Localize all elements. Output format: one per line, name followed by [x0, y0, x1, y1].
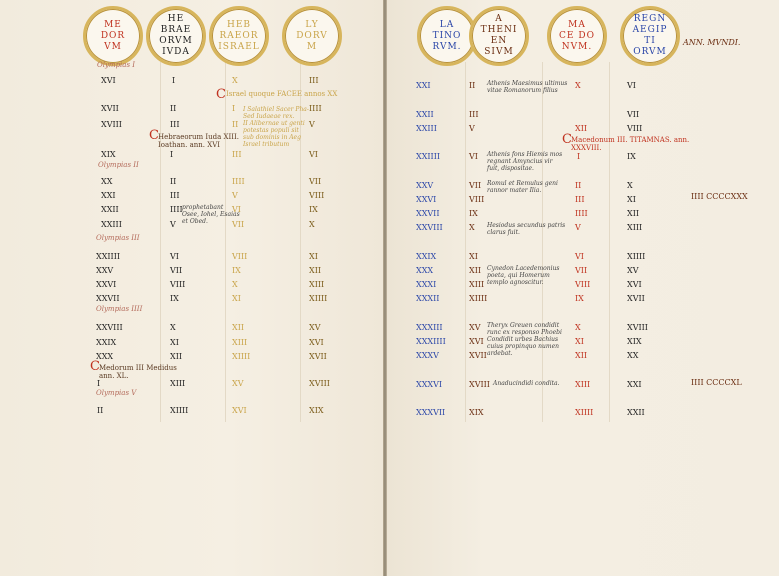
athens-year: X: [469, 223, 475, 232]
column-rule: [225, 62, 226, 422]
athens-year: V: [469, 124, 475, 133]
macedonia-year: VIII: [575, 280, 591, 289]
athens-year: XVI: [469, 337, 484, 346]
lydia-year: XII: [309, 266, 322, 275]
egypt-year: XIX: [627, 337, 642, 346]
judah-year: VIII: [170, 280, 186, 289]
macedonia-year: VI: [575, 252, 584, 261]
egypt-year: XVIII: [627, 323, 648, 332]
israel-year: II: [232, 120, 239, 129]
judah-year: XII: [170, 352, 183, 361]
egypt-year: XXI: [627, 380, 642, 389]
israel-year: XIIII: [232, 352, 251, 361]
medes-year: XXV: [96, 266, 114, 275]
macedonia-year: II: [575, 181, 582, 190]
olympiad-label: Olympias I: [97, 61, 136, 69]
lydia-year: IIII: [309, 104, 322, 113]
medes-year: I: [97, 379, 101, 388]
macedonia-year: V: [575, 223, 581, 232]
egypt-year: IX: [627, 152, 636, 161]
lydia-year: III: [309, 76, 319, 85]
macedonia-year: IIII: [575, 209, 588, 218]
macedonia-year: I: [577, 152, 581, 161]
lydia-year: XIX: [309, 406, 324, 415]
egypt-year: XI: [627, 195, 636, 204]
medes-year: XXVII: [96, 294, 120, 303]
ann-mundi-heading: ANN. MVNDI.: [683, 38, 741, 47]
medes-head: Medorum III Medidus ann. XL.: [99, 364, 177, 380]
egypt-year: XII: [627, 209, 640, 218]
medallion-hebrews-judah: HE BRAE ORVM IVDA: [146, 6, 206, 66]
judah-year: XIII: [170, 379, 186, 388]
macedonia-year: III: [575, 195, 585, 204]
medallion-egypt: REGN AEGIP TI ORVM: [620, 6, 680, 66]
medes-year: XXVI: [96, 280, 117, 289]
macedonia-year: XII: [575, 351, 588, 360]
israel-year: VII: [232, 220, 245, 229]
athens-year: XIX: [469, 408, 484, 417]
israel-year: VIII: [232, 252, 248, 261]
medallion-latins: LA TINO RVM.: [417, 6, 477, 66]
ann-mundi-value: IIII CCCCXXX: [691, 192, 748, 201]
lydia-year: XI: [309, 252, 318, 261]
egypt-year: XIIII: [627, 252, 646, 261]
latin-year: XXVII: [416, 209, 440, 218]
initial-capital: C: [90, 359, 100, 374]
israel-year: III: [232, 150, 242, 159]
egypt-year: VIII: [627, 124, 643, 133]
medes-year: XX: [101, 177, 113, 186]
latin-year: XXV: [416, 181, 434, 190]
medallion-macedonians: MA CE DO NVM.: [547, 6, 607, 66]
latin-year: XXXI: [416, 280, 437, 289]
latin-year: XXXIIII: [416, 337, 446, 346]
egypt-year: VII: [627, 110, 640, 119]
medes-year: XXVIII: [96, 323, 123, 332]
macedonia-year: X: [575, 81, 581, 90]
israel-year: XI: [232, 294, 241, 303]
macedonia-year: XII: [575, 124, 588, 133]
egypt-year: XXII: [627, 408, 645, 417]
lydia-year: XVIII: [309, 379, 330, 388]
judah-year: II: [170, 104, 177, 113]
column-rule: [465, 62, 466, 422]
latin-year: XXXII: [416, 294, 440, 303]
macedonia-year: XI: [575, 337, 584, 346]
medes-year: II: [97, 406, 104, 415]
athens-year: VI: [469, 152, 478, 161]
egypt-year: XIII: [627, 223, 643, 232]
egypt-year: VI: [627, 81, 636, 90]
athens-note: Cynedon Lacedemonius poeta, qui Homerum templo agnoscitur.: [487, 265, 560, 286]
latin-year: XXII: [416, 110, 434, 119]
athens-year: IX: [469, 209, 478, 218]
israel-year: VI: [232, 205, 241, 214]
latin-year: XXVIII: [416, 223, 443, 232]
israel-year: XVI: [232, 406, 247, 415]
athens-note: Athenis fons Hiemis mos regnant Amyncius vir fuit, dispositae.: [487, 151, 563, 172]
athens-year: XVII: [469, 351, 487, 360]
latin-year: XXIII: [416, 124, 437, 133]
lydia-year: XVI: [309, 338, 324, 347]
latin-year: XXXVII: [416, 408, 446, 417]
israel-year: XV: [232, 379, 244, 388]
judah-year: V: [170, 220, 176, 229]
latin-year: XXVI: [416, 195, 437, 204]
athens-year: VII: [469, 181, 482, 190]
lydia-year: XIIII: [309, 294, 328, 303]
medallion-hebrews-israel: HEB RAEOR ISRAEL: [209, 6, 269, 66]
athens-note: Anaducindidi condita.: [493, 380, 560, 387]
left-page: [0, 0, 384, 576]
medes-year: XXII: [101, 205, 119, 214]
judah-year: VI: [170, 252, 179, 261]
olympiad-label: Olympias IIII: [96, 305, 143, 313]
lydia-year: IX: [309, 205, 318, 214]
athens-note: Theryx Greuen condidit runc ex responso Phoebi Condidit urbes Bachius cuius propinquo numen ardebat.: [487, 322, 562, 357]
athens-note: Athenis Maesimus ultimus vitae Romanorum filius: [487, 80, 568, 94]
medes-year: XVI: [101, 76, 116, 85]
medes-year: XXI: [101, 191, 116, 200]
macedonia-head: Macedonum III. TITAMNAS. ann. XXXVIII.: [571, 136, 690, 152]
judah-year: XIIII: [170, 406, 189, 415]
latin-year: XXX: [416, 266, 434, 275]
judah-year: X: [170, 323, 176, 332]
judah-year: III: [170, 120, 180, 129]
egypt-year: XVI: [627, 280, 642, 289]
medes-year: XXIII: [101, 220, 122, 229]
medes-year: XXIX: [96, 338, 117, 347]
athens-year: XII: [469, 266, 482, 275]
athens-year: XV: [469, 323, 481, 332]
medes-year: XIX: [101, 150, 116, 159]
ann-mundi-value: IIII CCCCXL: [691, 378, 742, 387]
lydia-year: VI: [309, 150, 318, 159]
medallion-medes: ME DOR VM: [83, 6, 143, 66]
lydia-year: VII: [309, 177, 322, 186]
medes-year: XXX: [96, 352, 114, 361]
athens-year: XIIII: [469, 294, 488, 303]
macedonia-year: VII: [575, 266, 588, 275]
athens-year: XVIII: [469, 380, 490, 389]
olympiad-label: Olympias II: [98, 161, 139, 169]
israel-year: IX: [232, 266, 241, 275]
prophets-note: prophetabant Osee, Iohel, Esaias et Obed.: [182, 204, 240, 225]
lydia-year: XV: [309, 323, 321, 332]
athens-note: Romul et Remulus geni rannor mater Ilia.: [487, 180, 558, 194]
israel-note: I Salathiel Sacer Pha- Sed Iudaeae rex. II Alibernae ut genti potestas populi sit sub dominis in Aeg Israel tributum: [243, 106, 309, 148]
israel-year: X: [232, 76, 238, 85]
latin-year: XXIX: [416, 252, 437, 261]
lydia-year: X: [309, 220, 315, 229]
judah-year: I: [172, 76, 176, 85]
medes-year: XVIII: [101, 120, 122, 129]
lydia-year: VIII: [309, 191, 325, 200]
macedonia-year: IX: [575, 294, 584, 303]
judah-year: II: [170, 177, 177, 186]
medes-year: XVII: [101, 104, 119, 113]
athens-year: XI: [469, 252, 478, 261]
judah-year: I: [170, 150, 174, 159]
judah-year: VII: [170, 266, 183, 275]
athens-year: II: [469, 81, 476, 90]
latin-year: XXXIII: [416, 323, 443, 332]
latin-year: XXI: [416, 81, 431, 90]
medallion-lydians: LY DORV M: [282, 6, 342, 66]
athens-year: XIII: [469, 280, 485, 289]
latin-year: XXXVI: [416, 380, 443, 389]
column-rule: [542, 62, 543, 422]
egypt-year: XVII: [627, 294, 645, 303]
athens-note: Hesiodus secundus patris clarus fuit.: [487, 222, 566, 236]
right-page: [387, 0, 779, 576]
israel-head: Israel quoque FACEE annos XX: [226, 90, 338, 98]
judah-head: Hebraeorum Iuda XIII. Ioathan. ann. XVI: [158, 133, 239, 149]
egypt-year: X: [627, 181, 633, 190]
latin-year: XXXV: [416, 351, 439, 360]
israel-year: X: [232, 280, 238, 289]
lydia-year: XVII: [309, 352, 327, 361]
egypt-year: XX: [627, 351, 639, 360]
medes-year: XXIIII: [96, 252, 121, 261]
macedonia-year: XIIII: [575, 408, 594, 417]
israel-year: V: [232, 191, 238, 200]
medallion-athenians: A THENI EN SIVM: [469, 6, 529, 66]
latin-year: XXIIII: [416, 152, 441, 161]
olympiad-label: Olympias III: [96, 234, 140, 242]
macedonia-year: X: [575, 323, 581, 332]
israel-year: I: [232, 104, 236, 113]
israel-year: IIII: [232, 177, 245, 186]
israel-year: XIII: [232, 338, 248, 347]
initial-capital: C: [216, 87, 226, 102]
lydia-year: XIII: [309, 280, 325, 289]
athens-year: III: [469, 110, 479, 119]
egypt-year: XV: [627, 266, 639, 275]
judah-year: XI: [170, 338, 179, 347]
athens-year: VIII: [469, 195, 485, 204]
judah-year: IX: [170, 294, 179, 303]
olympiad-label: Olympias V: [96, 389, 137, 397]
lydia-year: V: [309, 120, 315, 129]
israel-year: XII: [232, 323, 245, 332]
judah-year: IIII: [170, 205, 183, 214]
column-rule: [609, 62, 610, 422]
initial-capital: C: [562, 132, 572, 147]
macedonia-year: XIII: [575, 380, 591, 389]
judah-year: III: [170, 191, 180, 200]
initial-capital: C: [149, 128, 159, 143]
